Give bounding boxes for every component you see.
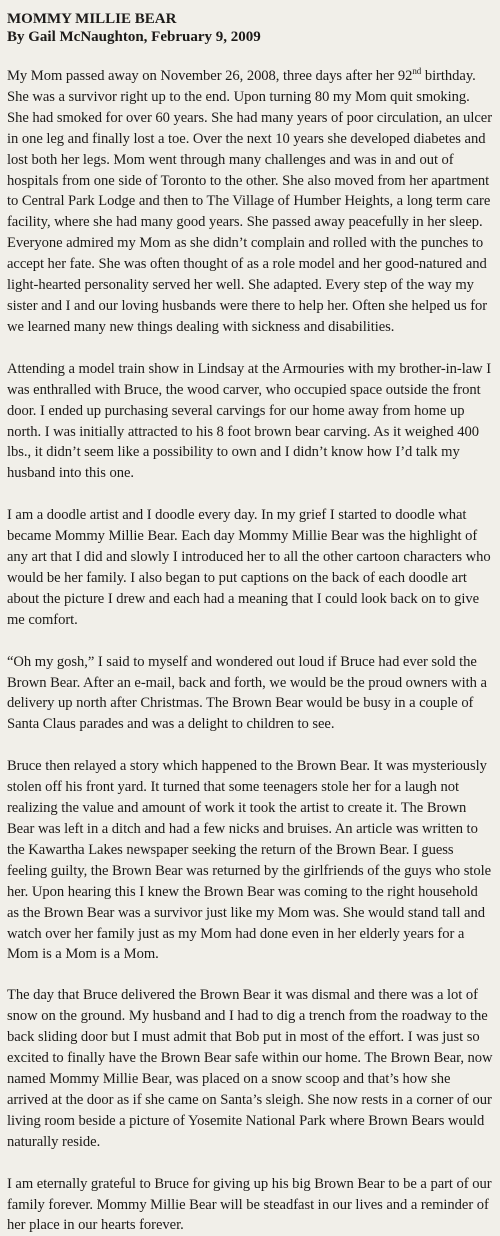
paragraph-1-start: My Mom passed away on November 26, 2008, three days after her 92 <box>7 68 413 84</box>
paragraph-1-rest: birthday. She was a survivor right up to the end. Upon turning 80 my Mom quit smoking. She had smoked for over 60 years. She had many years of poor circulation, an ulcer in one leg and finally lost a toe. Over the next 10 years she developed diabetes and lost both her legs. Mom went through many challenges and was in and out of hospitals from one side of Toronto to the other. She also moved from her apartment to Central Park Lodge and then to The Village of Humber Heights, a long term care facility, where she had many good years. She passed away peacefully in her sleep. Everyone admired my Mom as she didn’t complain and rolled with the punches to accept her fate. She was often thought of as a role model and her good-natured and light-hearted personality served her well. She adapted. Every step of the way my sister and I and our loving husbands were there to help her. Often she helped us for we learned many new things dealing with sickness and disabilities. <box>7 68 493 335</box>
paragraph-3: I am a doodle artist and I doodle every day. In my grief I started to doodle what became Mommy Millie Bear. Each day Mommy Millie Bear was the highlight of any art that I did and slowly I introduced her to all the other cartoon characters who would be her family. I also began to put captions on the back of each doodle art about the picture I drew and each had a meaning that I could look back on to give me comfort. <box>7 507 491 628</box>
paragraph-4: “Oh my gosh,” I said to myself and wondered out loud if Bruce had ever sold the Brown Bear. After an e-mail, back and forth, we would be the proud owners with a delivery up north after Christmas. The Brown Bear would be busy in a couple of Santa Claus parades and was a delight to children to see. <box>7 653 487 733</box>
paragraph-6: The day that Bruce delivered the Brown Bear it was dismal and there was a lot of snow on the ground. My husband and I had to dig a trench from the roadway to the back sliding door but I must admit that Bob put in most of the effort. I was just so excited to finally have the Brown Bear safe within our home. The Brown Bear, now named Mommy Millie Bear, was placed on a snow scoop and that’s how she arrived at the door as if she came on Santa’s sleigh. She now rests in a corner of our living room beside a picture of Yosemite National Park where Brown Bears would naturally reside. <box>7 987 493 1150</box>
ordinal-suffix: nd <box>412 66 422 77</box>
document-title: MOMMY MILLIE BEAR <box>7 11 177 27</box>
document-byline: By Gail McNaughton, February 9, 2009 <box>7 29 261 45</box>
paragraph-7: I am eternally grateful to Bruce for giving up his big Brown Bear to be a part of our family forever. Mommy Millie Bear will be steadfast in our lives and a reminder of her place in our hearts forever. <box>7 1175 492 1234</box>
paragraph-5: Bruce then relayed a story which happened to the Brown Bear. It was mysteriously stolen off his front yard. It turned that some teenagers stole her for a laugh not realizing the value and amount of work it took the artist to create it. The Brown Bear was left in a ditch and had a few nicks and bruises. An article was written to the Kawartha Lakes newspaper seeking the return of the Brown Bear. I guess feeling guilty, the Brown Bear was returned by the girlfriends of the guys who stole her. Upon hearing this I knew the Brown Bear was coming to the right household as the Brown Bear was a survivor just like my Mom was. She would stand tall and watch over her family just as my Mom had done even in her elderly years for a Mom is a Mom is a Mom. <box>7 758 492 963</box>
paragraph-2: Attending a model train show in Lindsay at the Armouries with my brother-in-law I was enthralled with Bruce, the wood carver, who occupied space outside the front door. I ended up purchasing several carvings for our home away from home up north. I was initially attracted to his 8 foot brown bear carving. As it weighed 400 lbs., it didn’t seem like a possibility to own and I didn’t know how I’d talk my husband into this one. <box>7 360 492 482</box>
paragraph-1 <box>7 66 493 338</box>
